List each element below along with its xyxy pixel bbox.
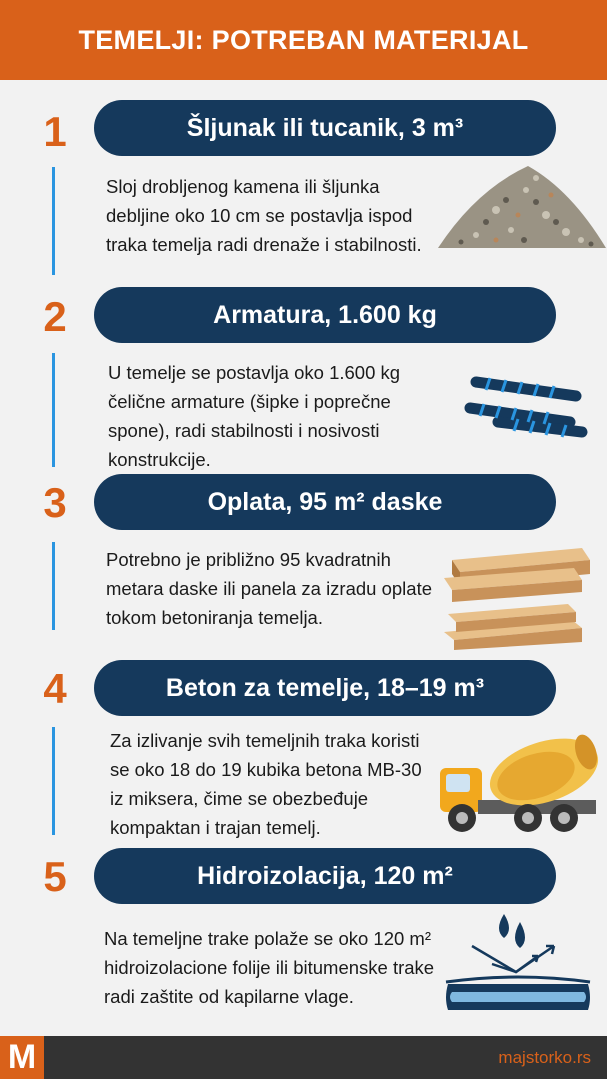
website-link[interactable]: majstorko.rs: [498, 1048, 591, 1067]
step-divider-4: [52, 727, 55, 835]
step-title-3: Oplata, 95 m² daske: [94, 474, 556, 530]
concrete-mixer-truck-icon: [436, 728, 602, 838]
wooden-planks-icon: [442, 542, 592, 650]
step-description-4: Za izlivanje svih temeljnih traka koristi se oko 18 do 19 kubika betona MB-30 iz miksera, čime se obezbeđuje kompaktan i trajan temelj.: [110, 730, 422, 838]
step-description-1: Sloj drobljenog kamena ili šljunka debljine oko 10 cm se postavlja ispod traka temelja radi drenaže i stabilnosti.: [106, 176, 422, 255]
step-description-2: U temelje se postavlja oko 1.600 kg čelične armature (šipke i poprečne spone), radi stabilnosti i nosivosti konstrukcije.: [108, 362, 401, 470]
step-number-5: 5: [43, 853, 67, 900]
waterproof-membrane-icon: [442, 910, 594, 1020]
step-title-4: Beton za temelje, 18–19 m³: [94, 660, 556, 716]
step-number-4: 4: [43, 665, 67, 712]
page-title: TEMELJI: POTREBAN MATERIJAL: [78, 24, 529, 55]
step-title-1: Šljunak ili tucanik, 3 m³: [94, 100, 556, 156]
step-title-2: Armatura, 1.600 kg: [94, 287, 556, 343]
step-number-2: 2: [43, 293, 67, 340]
footer-bar: [0, 1036, 607, 1079]
header-banner: [0, 0, 607, 80]
step-divider-1: [52, 167, 55, 275]
step-number-3: 3: [43, 479, 67, 526]
step-divider-3: [52, 542, 55, 630]
gravel-pile-icon: [436, 160, 607, 252]
step-title-5: Hidroizolacija, 120 m²: [94, 848, 556, 904]
step-description-5: Na temeljne trake polaže se oko 120 m² hidroizolacione folije ili bitumenske trake radi zaštite od kapilarne vlage.: [104, 928, 435, 1007]
step-number-1: 1: [43, 108, 67, 155]
rebar-icon: [462, 368, 590, 438]
step-description-3: Potrebno je približno 95 kvadratnih metara daske ili panela za izradu oplate tokom betoniranja temelja.: [106, 549, 432, 628]
step-divider-2: [52, 353, 55, 467]
brand-logo: M: [0, 1036, 44, 1079]
